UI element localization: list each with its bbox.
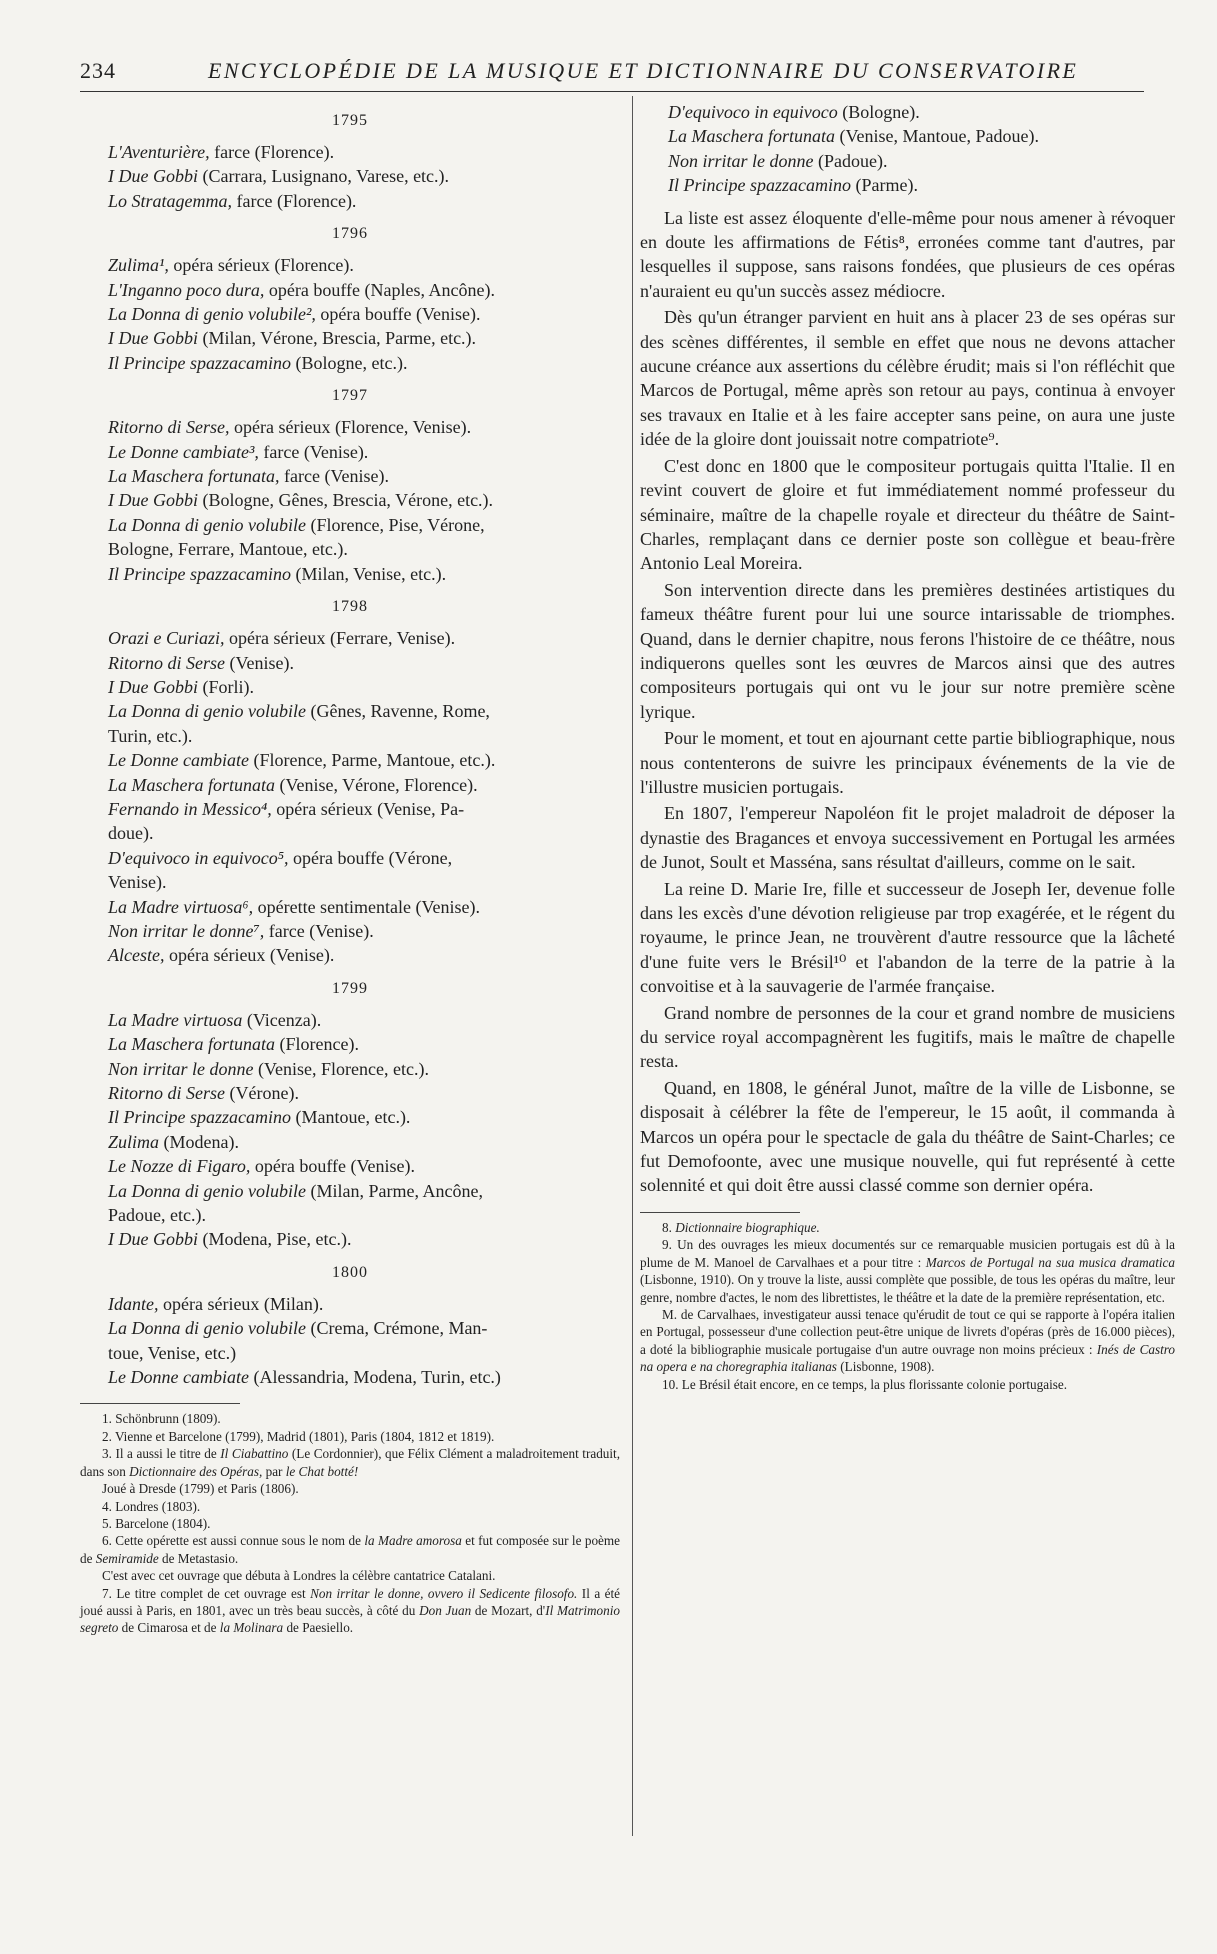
opera-title: I Due Gobbi xyxy=(108,328,198,349)
entry-line xyxy=(80,919,620,943)
opera-title: Ritorno di Serse xyxy=(108,652,225,673)
opera-title: Ritorno di Serse, xyxy=(108,417,230,438)
opera-title: La Maschera fortunata, xyxy=(108,466,280,487)
opera-entry xyxy=(80,1008,620,1032)
opera-entry xyxy=(80,1292,620,1316)
body-paragraph: Quand, en 1808, le général Junot, maître de la ville de Lisbonne, se disposait à célébrer la fête de l'empereur, le 15 août, il commanda à Marcos un opéra pour le spectacle de gala du théâtre de Saint-Charles; ce fut Demofoonte, avec une musique nouvelle, qui fut représenté à cette solennité et qui doit être aussi classé comme son dernier opéra. xyxy=(640,1077,1175,1196)
opera-title: Idante, xyxy=(108,1293,159,1314)
opera-details: (Mantoue, etc.). xyxy=(290,1107,411,1128)
body-paragraph: En 1807, l'empereur Napoléon fit le projet maladroit de déposer la dynastie des Bragances et envoya successivement en Portugal les armées de Junot, Soult et Masséna, sans résultat d'ailleurs, comme on le sait. xyxy=(640,803,1175,873)
body-paragraph: Grand nombre de personnes de la cour et grand nombre de musiciens du service royal accompagnèrent les fugitifs, mais le maître de chapelle resta. xyxy=(640,1002,1175,1072)
opera-title: Non irritar le donne xyxy=(668,150,814,171)
footnote: 10. Le Brésil était encore, en ce temps, la plus florissante colonie portugaise. xyxy=(662,1376,1068,1392)
opera-details: farce (Florence). xyxy=(209,142,335,162)
opera-title: Il Principe spazzacamino xyxy=(108,352,291,373)
opera-details: (Florence, Pise, Vérone, xyxy=(305,514,485,535)
opera-title: Il Principe spazzacamino xyxy=(108,1107,291,1128)
entry-line xyxy=(80,278,620,302)
opera-entry xyxy=(80,1365,620,1389)
page-number: 234 xyxy=(80,58,116,83)
opera-details: (Florence). xyxy=(275,1034,359,1055)
footnote-text: Il a été joué aussi à Paris, en 1801, avec un très beau succès, à côté du xyxy=(80,1585,620,1618)
opera-details: (Alessandria, Modena, Turin, etc.) xyxy=(248,1367,501,1388)
year-heading: 1797 xyxy=(332,387,368,405)
opera-details: opéra bouffe (Venise). xyxy=(315,304,481,325)
opera-title: La Donna di genio volubile xyxy=(108,1318,306,1339)
footnote xyxy=(80,1532,620,1567)
opera-title: La Donna di genio volubile², xyxy=(108,304,316,325)
footnote-text: par xyxy=(262,1463,286,1479)
footnote-text: de Paesiello. xyxy=(283,1620,354,1636)
opera-details: (Venise, Vérone, Florence). xyxy=(275,774,478,795)
opera-details: opéra bouffe (Venise). xyxy=(250,1156,415,1177)
footnote-text: 9. Un des ouvrages les mieux documentés sur ce remarquable musicien portugais est dû à la plume de M. Manoel de Carvalhaes et a pour titre : xyxy=(640,1237,1175,1270)
footnote xyxy=(640,1236,1175,1306)
footnote-title: la Madre amorosa xyxy=(364,1533,462,1549)
opera-details: (Vicenza). xyxy=(242,1009,322,1030)
year-section xyxy=(80,978,620,1252)
body-paragraph: Pour le moment, et tout en ajournant cette partie bibliographique, nous nous contenterons de suivre les principaux événements de la vie de l'illustre musicien portugais. xyxy=(640,728,1175,797)
opera-title: Fernando in Messico⁴, xyxy=(108,798,272,819)
year-section xyxy=(80,385,620,586)
column-divider xyxy=(632,96,633,1836)
footnote xyxy=(80,1445,620,1480)
footnote xyxy=(640,1306,1175,1376)
opera-details: (Milan, Venise, etc.). xyxy=(290,563,447,584)
entry-line xyxy=(80,513,620,537)
footnote-title: le Chat botté! xyxy=(285,1463,359,1479)
footnote-text: de Metastasio. xyxy=(158,1550,239,1566)
opera-details: (Padoue). xyxy=(813,150,888,171)
opera-entry xyxy=(80,651,620,675)
opera-details: opéra bouffe (Vérone, xyxy=(288,847,453,868)
entry-line xyxy=(80,440,620,464)
opera-entry xyxy=(80,1105,620,1129)
footnote-text: M. de Carvalhaes, investigateur aussi tenace qu'érudit de tout ce qui se rapporte à l'opéra italien en Portugal, possesseur d'une collection peut-être unique de livrets d'opéras (près de 16.000 pièces), a doté la bibliographie musicale portugaise d'un autre ouvrage non moins précieux : xyxy=(640,1306,1175,1357)
entry-line xyxy=(80,895,620,919)
footnote xyxy=(80,1585,620,1637)
entry-continuation: Turin, etc.). xyxy=(108,725,193,746)
opera-details: opéra sérieux (Venise). xyxy=(164,945,335,966)
opera-entry xyxy=(80,895,620,919)
year-heading: 1796 xyxy=(332,225,368,243)
left-column xyxy=(80,100,620,1637)
entry-line xyxy=(80,1057,620,1081)
opera-entry xyxy=(640,149,1175,173)
opera-entry xyxy=(80,253,620,277)
year-section xyxy=(80,596,620,968)
footnote-title: Don Juan xyxy=(419,1602,472,1618)
year-section xyxy=(80,223,620,375)
opera-title: D'equivoco in equivoco⁵, xyxy=(108,847,289,868)
opera-entry xyxy=(80,440,620,464)
opera-title: La Maschera fortunata xyxy=(668,126,836,147)
opera-entry xyxy=(80,919,620,943)
opera-entry xyxy=(80,1130,620,1154)
entry-line xyxy=(640,149,1175,173)
opera-details: opéra sérieux (Florence, Venise). xyxy=(229,417,472,438)
entry-line xyxy=(80,1179,620,1203)
entry-line xyxy=(640,173,1175,197)
entry-continuation: doue). xyxy=(108,823,154,844)
opera-title: Le Donne cambiate xyxy=(108,750,249,771)
year-heading: 1795 xyxy=(332,112,368,129)
footnote-text: 6. Cette opérette est aussi connue sous le nom de xyxy=(102,1533,365,1549)
opera-entry xyxy=(80,1154,620,1178)
entry-line xyxy=(80,1130,620,1154)
opera-title: L'Aventurière, xyxy=(108,142,210,162)
entry-line xyxy=(640,100,1175,124)
entry-line xyxy=(80,253,620,277)
footnote xyxy=(640,1219,1175,1236)
opera-title: Orazi e Curiazi, xyxy=(108,628,225,649)
footnote-text: de Cimarosa et de xyxy=(118,1620,220,1636)
opera-details: (Vérone). xyxy=(225,1083,299,1103)
opera-details: (Crema, Crémone, Man- xyxy=(305,1318,488,1339)
opera-entry xyxy=(640,124,1175,148)
entry-line xyxy=(80,699,620,723)
entry-line xyxy=(80,164,620,188)
opera-details: farce (Venise). xyxy=(279,466,389,487)
entry-line xyxy=(640,124,1175,148)
opera-details: (Bologne, Gênes, Brescia, Vérone, etc.). xyxy=(197,490,494,511)
opera-entry xyxy=(80,699,620,748)
entry-line xyxy=(80,488,620,512)
header-rule xyxy=(80,91,1144,92)
opera-title: Il Principe spazzacamino xyxy=(108,563,291,584)
opera-entry xyxy=(80,1057,620,1081)
footnote-text: de Mozart, d' xyxy=(471,1602,546,1618)
entry-line xyxy=(80,189,620,213)
opera-details: (Venise, Mantoue, Padoue). xyxy=(835,126,1039,147)
opera-entry xyxy=(80,140,620,164)
opera-entry xyxy=(80,415,620,439)
opera-details: (Modena, Pise, etc.). xyxy=(197,1229,352,1250)
opera-entry xyxy=(80,302,620,326)
footnote: 4. Londres (1803). xyxy=(102,1498,201,1514)
opera-entry xyxy=(80,164,620,188)
opera-entry xyxy=(640,100,1175,124)
opera-entry xyxy=(80,797,620,846)
entry-line xyxy=(80,797,620,821)
entry-line xyxy=(80,1081,620,1105)
opera-entry xyxy=(80,464,620,488)
entry-line xyxy=(80,1105,620,1129)
footnote-text: et fut composée sur le poème de xyxy=(80,1533,620,1566)
opera-title: Zulima xyxy=(108,1131,160,1152)
entry-line xyxy=(80,1227,620,1251)
opera-details: (Milan, Parme, Ancône, xyxy=(305,1180,483,1201)
year-section xyxy=(80,1262,620,1390)
opera-entry xyxy=(80,943,620,967)
entry-line xyxy=(80,415,620,439)
entry-line xyxy=(80,1008,620,1032)
opera-details: opéra sérieux (Florence). xyxy=(168,255,354,276)
entry-line xyxy=(80,464,620,488)
opera-title: La Donna di genio volubile xyxy=(108,701,306,722)
year-heading: 1799 xyxy=(332,979,368,997)
footnote: 1. Schönbrunn (1809). xyxy=(102,1411,221,1427)
footnote-text: (Lisbonne, 1908). xyxy=(836,1359,935,1375)
opera-entry xyxy=(80,1316,620,1365)
opera-title: Le Nozze di Figaro, xyxy=(108,1156,251,1177)
opera-title: Non irritar le donne xyxy=(108,1058,254,1079)
entry-line xyxy=(80,748,620,772)
footnote-title: Semiramide xyxy=(95,1550,159,1566)
opera-entry xyxy=(80,1081,620,1105)
opera-details: opéra sérieux (Milan). xyxy=(158,1293,324,1314)
opera-details: (Florence, Parme, Mantoue, etc.). xyxy=(248,750,496,771)
footnote-title: Dictionnaire des Opéras, xyxy=(129,1463,263,1479)
entry-line xyxy=(80,773,620,797)
opera-title: La Maschera fortunata xyxy=(108,774,276,795)
entry-line xyxy=(80,562,620,586)
entry-line xyxy=(80,675,620,699)
opera-details: opéra sérieux (Venise, Pa- xyxy=(271,798,465,819)
opera-title: La Madre virtuosa xyxy=(108,1009,243,1030)
entry-line xyxy=(80,651,620,675)
spacer xyxy=(640,198,1175,206)
opera-details: farce (Venise). xyxy=(258,441,369,462)
footnote: Joué à Dresde (1799) et Paris (1806). xyxy=(102,1481,299,1497)
footnote-title: Inés de Castro na opera e na choregraphia italianas xyxy=(640,1341,1176,1375)
opera-entry xyxy=(80,278,620,302)
opera-details: (Forli). xyxy=(197,676,254,697)
body-paragraph: C'est donc en 1800 que le compositeur portugais quitta l'Italie. Il en revint couvert de gloire et fut immédiatement nommé professeur du séminaire, maître de la chapelle royale et directeur du théâtre de Saint-Charles, remplaçant dans ce dernier poste son collègue et beau-frère Antonio Leal Moreira. xyxy=(640,455,1175,574)
entry-line xyxy=(80,1316,620,1340)
opera-title: Ritorno di Serse xyxy=(108,1083,225,1103)
opera-entry xyxy=(80,351,620,375)
opera-entry xyxy=(80,1179,620,1228)
footnote-text: 8. xyxy=(662,1219,676,1235)
opera-entry xyxy=(80,846,620,895)
year-section xyxy=(80,110,620,213)
opera-entry xyxy=(80,773,620,797)
opera-title: L'Inganno poco dura, xyxy=(108,279,265,300)
opera-title: I Due Gobbi xyxy=(108,490,198,511)
opera-entry xyxy=(80,488,620,512)
footnote-text: 7. Le titre complet de cet ouvrage est xyxy=(102,1585,311,1601)
entry-line xyxy=(80,1292,620,1316)
entry-line xyxy=(80,140,620,164)
opera-details: farce (Venise). xyxy=(264,920,374,941)
entry-line xyxy=(80,351,620,375)
running-title: ENCYCLOPÉDIE DE LA MUSIQUE ET DICTIONNAIRE DU CONSERVATOIRE xyxy=(208,58,1079,83)
footnote-title: Il Matrimonio segreto xyxy=(80,1602,620,1636)
footnote-rule xyxy=(80,1403,240,1404)
year-heading: 1798 xyxy=(332,598,368,616)
footnote-text: 3. Il a aussi le titre de xyxy=(102,1446,221,1462)
footnote: C'est avec cet ouvrage que débuta à Londres la célèbre cantatrice Catalani. xyxy=(102,1568,496,1584)
footnote-text: (Le Cordonnier), que Félix Clément a maladroitement traduit, dans son xyxy=(80,1446,621,1479)
entry-line xyxy=(80,302,620,326)
entry-line xyxy=(80,943,620,967)
opera-details: (Gênes, Ravenne, Rome, xyxy=(305,701,490,722)
opera-entry xyxy=(640,173,1175,197)
opera-title: Le Donne cambiate³, xyxy=(108,441,259,462)
opera-entry xyxy=(80,189,620,213)
opera-title: La Donna di genio volubile xyxy=(108,1180,306,1201)
opera-details: opéra bouffe (Naples, Ancône). xyxy=(264,279,495,300)
opera-title: La Donna di genio volubile xyxy=(108,514,306,535)
entry-line xyxy=(80,1154,620,1178)
opera-details: (Bologne, etc.). xyxy=(290,352,408,373)
footnote: 2. Vienne et Barcelone (1799), Madrid (1801), Paris (1804, 1812 et 1819). xyxy=(102,1428,495,1444)
footnote-text: (Lisbonne, 1910). On y trouve la liste, aussi complète que possible, de tous les opéras du maître, leur genre, nombre d'actes, le nom des librettistes, le théâtre et la date de la première représentation, etc. xyxy=(640,1272,1175,1305)
opera-title: D'equivoco in equivoco xyxy=(668,102,838,122)
entry-line xyxy=(80,1032,620,1056)
opera-details: opérette sentimentale (Venise). xyxy=(253,896,481,917)
opera-details: farce (Florence). xyxy=(232,190,357,211)
entry-line xyxy=(80,846,620,870)
opera-title: Lo Stratagemma, xyxy=(108,190,233,211)
entry-line xyxy=(80,326,620,350)
opera-details: (Venise). xyxy=(225,652,294,673)
body-paragraph: Dès qu'un étranger parvient en huit ans à placer 23 de ses opéras sur des scènes différentes, il semble en effet que nous ne devons attacher aucune créance aux assertions du célèbre érudit; mais si l'on réfléchit que Marcos de Portugal, même après son retour au pays, continua à envoyer ses travaux en Italie et à les faire accepter sans peine, on aura une juste idée de la gloire dont jouissait notre compatriote⁹. xyxy=(640,307,1175,450)
opera-title: I Due Gobbi xyxy=(108,166,198,187)
footnote-title: Non irritar le donne, ovvero il Sedicente filosofo. xyxy=(310,1585,578,1601)
opera-title: Alceste, xyxy=(108,945,165,966)
footnote-rule xyxy=(640,1212,800,1213)
footnote: 5. Barcelone (1804). xyxy=(102,1515,211,1531)
opera-details: (Parme). xyxy=(850,175,918,196)
opera-title: La Maschera fortunata xyxy=(108,1034,276,1055)
entry-continuation: toue, Venise, etc.) xyxy=(108,1342,237,1363)
footnote-title: la Molinara xyxy=(219,1620,284,1636)
opera-details: opéra sérieux (Ferrare, Venise). xyxy=(224,628,456,649)
opera-entry xyxy=(80,675,620,699)
opera-entry xyxy=(80,562,620,586)
footnote-title: Dictionnaire biographique. xyxy=(675,1219,820,1235)
opera-title: I Due Gobbi xyxy=(108,1229,198,1250)
body-paragraph: La liste est assez éloquente d'elle-même pour nous amener à révoquer en doute les affirmations de Fétis⁸, erronées comme tant d'autres, par lesquelles il suppose, sans raisons fondées, que plusieurs de ces opéras n'auraient eu qu'un succès assez médiocre. xyxy=(640,207,1175,301)
entry-line xyxy=(80,1365,620,1389)
body-paragraph: Son intervention directe dans les premières destinées artistiques du fameux théâtre furent pour lui une source intarissable de triomphes. Quand, dans le dernier chapitre, nous ferons l'histoire de ce théâtre, nous indiquerons quelles sont les œuvres de Marcos ainsi que des autres compositeurs portugais qui ont vu le jour sur notre première scène lyrique. xyxy=(640,579,1175,722)
year-heading: 1800 xyxy=(332,1263,368,1281)
opera-entry xyxy=(80,1032,620,1056)
entry-continuation: Venise). xyxy=(108,872,167,893)
opera-details: (Bologne). xyxy=(837,102,920,122)
opera-entry xyxy=(80,326,620,350)
opera-entry xyxy=(80,626,620,650)
entry-line xyxy=(80,626,620,650)
opera-title: Zulima¹, xyxy=(108,255,169,276)
opera-details: (Carrara, Lusignano, Varese, etc.). xyxy=(197,166,450,187)
footnote-title: Marcos de Portugal na sua musica dramatica xyxy=(925,1254,1175,1270)
opera-title: Non irritar le donne⁷, xyxy=(108,920,265,941)
opera-details: (Modena). xyxy=(159,1131,239,1152)
opera-title: I Due Gobbi xyxy=(108,676,198,697)
opera-title: Il Principe spazzacamino xyxy=(668,175,851,196)
footnote-title: Il Ciabattino xyxy=(220,1446,289,1462)
right-column xyxy=(640,100,1175,1393)
opera-entry xyxy=(80,1227,620,1251)
opera-entry xyxy=(80,513,620,562)
opera-details: (Venise, Florence, etc.). xyxy=(253,1058,429,1079)
entry-continuation: Padoue, etc.). xyxy=(108,1205,206,1226)
opera-title: Le Donne cambiate xyxy=(108,1367,249,1388)
entry-continuation: Bologne, Ferrare, Mantoue, etc.). xyxy=(108,539,348,560)
opera-details: (Milan, Vérone, Brescia, Parme, etc.). xyxy=(197,328,477,349)
opera-title: La Madre virtuosa⁶, xyxy=(108,896,254,917)
body-paragraph: La reine D. Marie Ire, fille et successeur de Joseph Ier, devenue folle dans les excès d'une dévotion religieuse par trop exagérée, et le régent du royaume, le prince Jean, ne trouvèrent d'autre ressource que la lâcheté d'une fuite vers le Brésil¹⁰ et l'abandon de la terre de la patrie à la convoitise et à la sauvagerie de l'armée française. xyxy=(640,878,1175,997)
opera-entry xyxy=(80,748,620,772)
